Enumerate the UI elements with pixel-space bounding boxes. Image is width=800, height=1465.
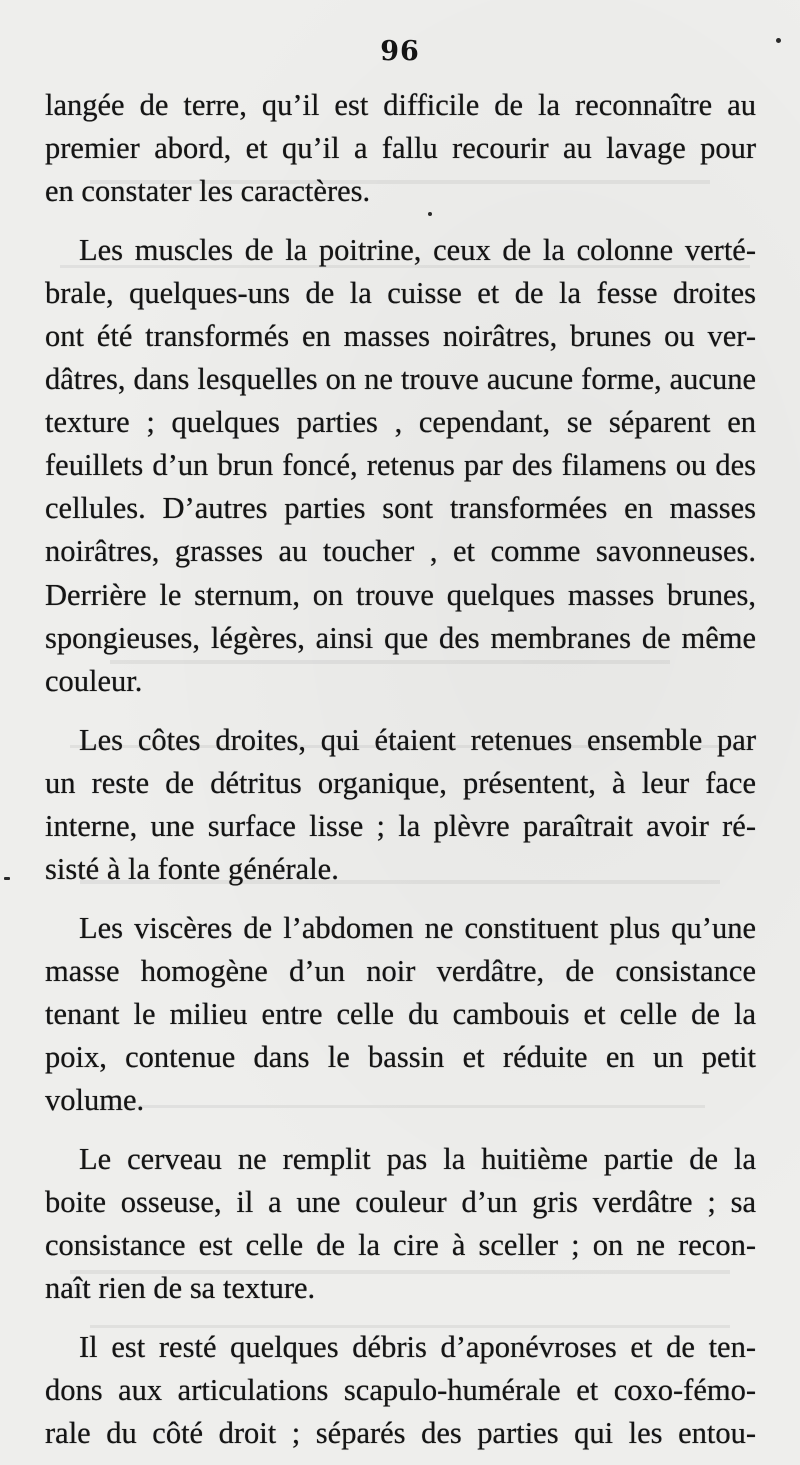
paragraph-5 <box>45 1138 756 1310</box>
text-line: Les viscères de l’abdomen ne constituent plus qu’une <box>79 910 756 945</box>
ink-speck <box>4 877 10 880</box>
text-line: feuillets d’un brun foncé, retenus par des filamens ou des <box>45 448 756 483</box>
text-line: Les muscles de la poitrine, ceux de la colonne verté- <box>79 233 756 268</box>
text-line: boite osseuse, il a une couleur d’un gris verdâtre ; sa <box>45 1185 756 1220</box>
ink-speck <box>428 212 432 216</box>
paragraph-3 <box>45 719 756 891</box>
text-line: noirâtres, grasses au toucher , et comme savonneuses. <box>45 534 756 569</box>
text-line: un reste de détritus organique, présentent, à leur face <box>45 765 756 800</box>
text-line: volume. <box>45 1083 145 1118</box>
text-line: en constater les caractères. <box>45 174 371 209</box>
text-line: couleur. <box>45 663 143 698</box>
paragraph-2 <box>45 229 756 703</box>
paragraph-6 <box>45 1326 756 1455</box>
page-number: 96 <box>380 36 420 67</box>
text-line: Il est resté quelques débris d’aponévroses et de ten- <box>79 1330 756 1365</box>
paragraph-1 <box>45 84 756 213</box>
text-line: naît rien de sa texture. <box>45 1271 316 1306</box>
text-line: brale, quelques-uns de la cuisse et de la fesse droites <box>45 276 756 311</box>
text-line: langée de terre, qu’il est difficile de la reconnaître au <box>45 88 756 122</box>
text-line: ont été transformés en masses noirâtres, brunes ou ver- <box>45 319 756 354</box>
body-text <box>45 84 756 1455</box>
text-line: spongieuses, légères, ainsi que des membranes de même <box>45 620 756 655</box>
text-line: sisté à la fonte générale. <box>45 851 339 886</box>
text-line: consistance est celle de la cire à sceller ; on ne recon- <box>45 1228 756 1263</box>
text-line: premier abord, et qu’il a fallu recourir au lavage pour <box>45 131 756 166</box>
text-line: tenant le milieu entre celle du cambouis et celle de la <box>45 996 756 1031</box>
ink-speck <box>776 38 781 43</box>
text-line: Le cerveau ne remplit pas la huitième partie de la <box>79 1142 756 1177</box>
text-line: Les côtes droites, qui étaient retenues ensemble par <box>79 722 756 757</box>
text-line: cellules. D’autres parties sont transformées en masses <box>45 491 756 526</box>
text-line: texture ; quelques parties , cependant, se séparent en <box>45 405 756 440</box>
text-line: dons aux articulations scapulo-humérale et coxo-fémo- <box>45 1373 756 1408</box>
paragraph-4 <box>45 907 756 1122</box>
text-line: dâtres, dans lesquelles on ne trouve aucune forme, aucune <box>45 362 756 397</box>
text-line: Derrière le sternum, on trouve quelques masses brunes, <box>45 577 756 612</box>
text-line: masse homogène d’un noir verdâtre, de consistance <box>45 953 756 988</box>
text-line: interne, une surface lisse ; la plèvre paraîtrait avoir ré- <box>45 808 756 843</box>
text-line: poix, contenue dans le bassin et réduite en un petit <box>45 1039 756 1074</box>
text-line: rale du côté droit ; séparés des parties qui les entou- <box>45 1416 756 1451</box>
